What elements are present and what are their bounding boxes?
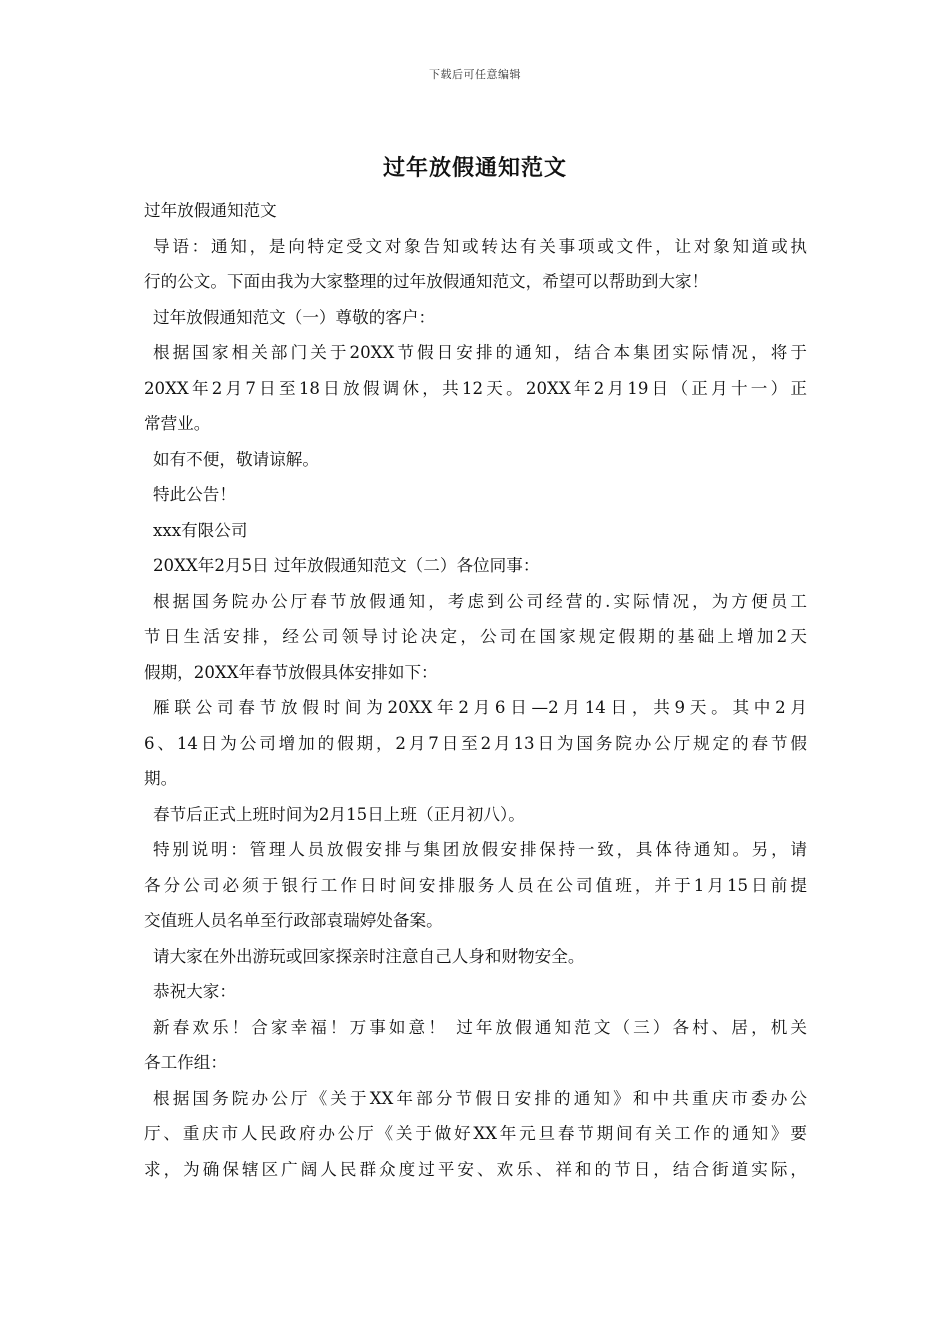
text-line: 厅、重庆市人民政府办公厅《关于做好XX年元旦春节期间有关工作的通知》要 [144, 1124, 807, 1143]
text-line: 春节后正式上班时间为2月15日上班（正月初八）。 [153, 804, 525, 824]
text-line: 请大家在外出游玩或回家探亲时注意自己人身和财物安全。 [153, 946, 585, 966]
text-line: 求，为确保辖区广阔人民群众度过平安、欢乐、祥和的节日，结合街道实际， [144, 1159, 807, 1179]
text-line: 根据国务院办公厅春节放假通知，考虑到公司经营的.实际情况，为方便员工 [153, 591, 807, 611]
text-line: 6、14日为公司增加的假期，2月7日至2月13日为国务院办公厅规定的春节假 [144, 733, 807, 753]
text-line: 20XX年2月7日至18日放假调休，共12天。20XX年2月19日（正月十一）正 [144, 378, 807, 398]
text-line: 雁联公司春节放假时间为20XX年2月6日—2月14日，共9天。其中2月 [153, 698, 807, 717]
text-line: 节日生活安排，经公司领导讨论决定，公司在国家规定假期的基础上增加2天 [144, 627, 807, 646]
text-line: xxx有限公司 [153, 520, 248, 540]
text-line: 各工作组： [144, 1053, 227, 1072]
text-line: 各分公司必须于银行工作日时间安排服务人员在公司值班，并于1月15日前提 [144, 875, 807, 895]
text-line: 特别说明：管理人员放假安排与集团放假安排保持一致，具体待通知。另，请 [153, 840, 807, 859]
text-line: 20XX年2月5日 过年放假通知范文（二）各位同事： [153, 556, 540, 575]
text-line: 如有不便，敬请谅解。 [153, 449, 319, 469]
text-line: 新春欢乐！合家幸福！万事如意！ 过年放假通知范文（三）各村、居，机关 [153, 1017, 807, 1037]
header-note: 下载后可任意编辑 [429, 68, 521, 81]
text-line: 恭祝大家： [153, 982, 236, 1001]
text-line: 过年放假通知范文 [144, 201, 277, 220]
text-line: 行的公文。下面由我为大家整理的过年放假通知范文，希望可以帮助到大家！ [144, 272, 709, 291]
text-line: 导语：通知，是向特定受文对象告知或转达有关事项或文件，让对象知道或执 [153, 236, 807, 256]
text-line: 过年放假通知范文（一）尊敬的客户： [153, 307, 436, 327]
document-body [144, 197, 807, 1191]
text-line: 特此公告！ [153, 485, 236, 504]
text-line: 根据国家相关部门关于20XX节假日安排的通知，结合本集团实际情况，将于 [153, 343, 807, 362]
document-title: 过年放假通知范文 [382, 155, 567, 181]
text-line: 交值班人员名单至行政部袁瑞婷处备案。 [144, 911, 443, 930]
text-line: 期。 [144, 769, 178, 788]
text-line: 常营业。 [144, 414, 211, 433]
text-line: 根据国务院办公厅《关于XX年部分节假日安排的通知》和中共重庆市委办公 [153, 1088, 807, 1108]
text-line: 假期，20XX年春节放假具体安排如下： [144, 662, 438, 682]
